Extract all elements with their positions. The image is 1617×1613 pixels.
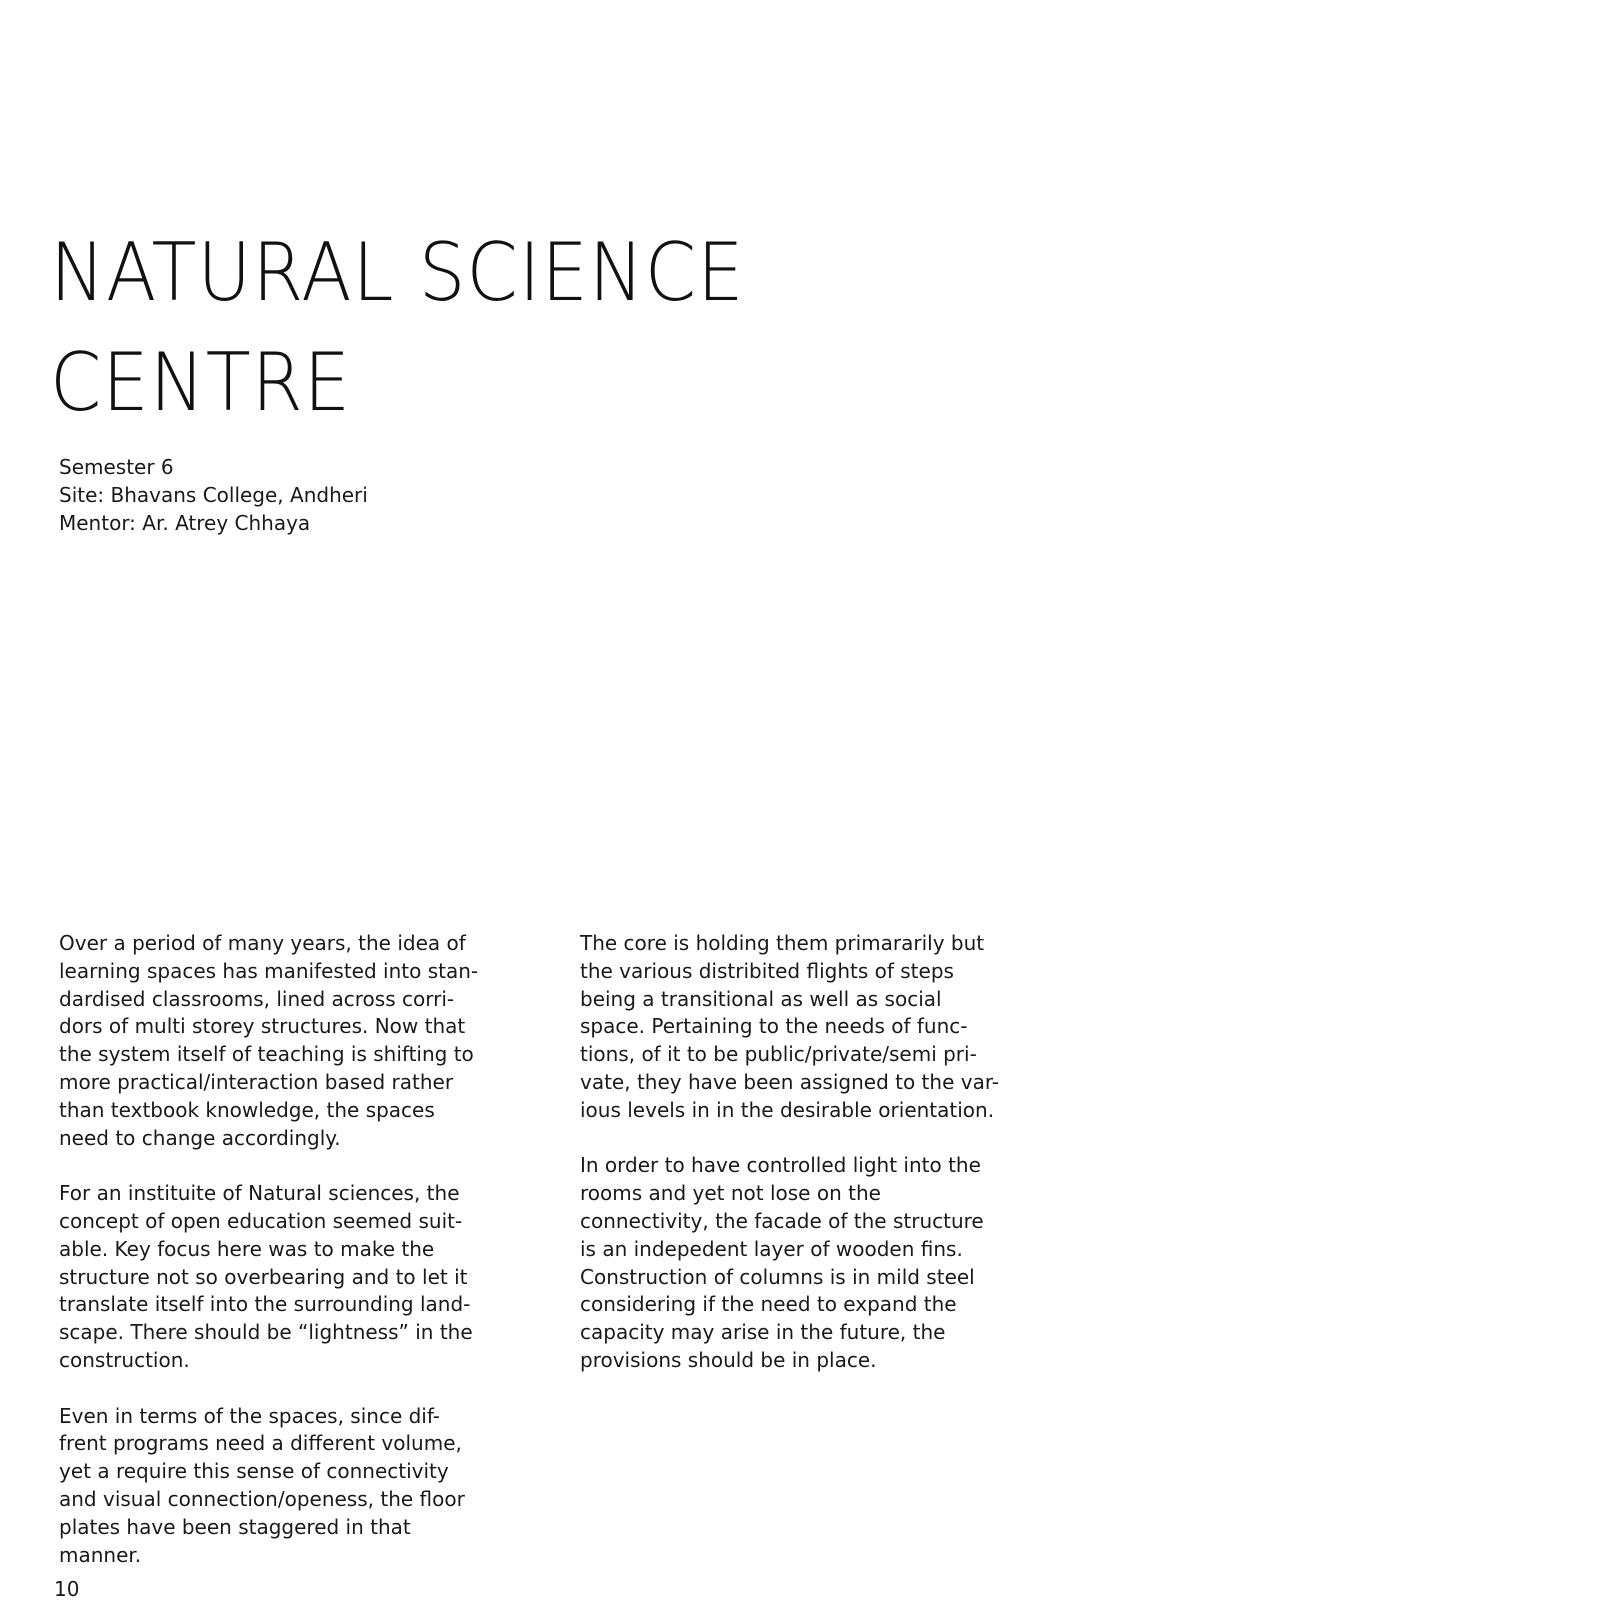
paragraph-line: yet a require this sense of connectivity bbox=[59, 1459, 449, 1484]
paragraph-line: considering if the need to expand the bbox=[580, 1292, 957, 1317]
paragraph-line: Over a period of many years, the idea of bbox=[59, 931, 466, 955]
right-text-column bbox=[580, 930, 1020, 1403]
paragraph-line: being a transitional as well as social bbox=[580, 986, 942, 1011]
body-paragraph bbox=[580, 1152, 1020, 1374]
paragraph-line: For an instituite of Natural sciences, the bbox=[59, 1181, 460, 1206]
paragraph-line: capacity may arise in the future, the bbox=[580, 1320, 946, 1345]
paragraph-line: is an indepedent layer of wooden fins. bbox=[580, 1236, 963, 1261]
left-text-column bbox=[59, 930, 499, 1597]
paragraph-line: Construction of columns is in mild steel bbox=[580, 1264, 975, 1289]
paragraph-line: dors of multi storey structures. Now that bbox=[59, 1014, 466, 1039]
paragraph-line: concept of open education seemed suit- bbox=[59, 1208, 463, 1233]
paragraph-line: dardised classrooms, lined across corri- bbox=[59, 986, 455, 1011]
paragraph-line: manner. bbox=[59, 1542, 142, 1567]
title-line-2: CENTRE bbox=[50, 336, 352, 429]
paragraph-line: plates have been staggered in that bbox=[59, 1514, 411, 1539]
paragraph-line: In order to have controlled light into the bbox=[580, 1153, 981, 1178]
paragraph-line: vate, they have been assigned to the var- bbox=[580, 1069, 999, 1094]
paragraph-line: construction. bbox=[59, 1347, 190, 1372]
paragraph-line: frent programs need a different volume, bbox=[59, 1431, 462, 1456]
body-paragraph bbox=[59, 1180, 499, 1375]
paragraph-line: translate itself into the surrounding land- bbox=[59, 1292, 471, 1317]
paragraph-line: the system itself of teaching is shifting to bbox=[59, 1042, 474, 1067]
paragraph-line: rooms and yet not lose on the bbox=[580, 1181, 881, 1206]
page-number: 10 bbox=[54, 1577, 80, 1601]
title-line-1: NATURAL SCIENCE bbox=[50, 226, 745, 319]
body-paragraph bbox=[59, 930, 499, 1152]
body-paragraph bbox=[580, 930, 1020, 1125]
paragraph-line: than textbook knowledge, the spaces bbox=[59, 1097, 435, 1122]
semester-text: Semester 6 bbox=[59, 455, 174, 479]
paragraph-line: space. Pertaining to the needs of func- bbox=[580, 1014, 968, 1039]
paragraph-line: learning spaces has manifested into stan- bbox=[59, 958, 479, 983]
paragraph-line: Even in terms of the spaces, since dif- bbox=[59, 1403, 441, 1428]
paragraph-line: provisions should be in place. bbox=[580, 1347, 877, 1372]
page-title bbox=[50, 218, 744, 438]
paragraph-line: ious levels in in the desirable orientation. bbox=[580, 1097, 995, 1122]
site-text: Site: Bhavans College, Andheri bbox=[59, 483, 368, 507]
paragraph-line: tions, of it to be public/private/semi pri- bbox=[580, 1042, 977, 1067]
paragraph-line: able. Key focus here was to make the bbox=[59, 1236, 435, 1261]
paragraph-line: and visual connection/openess, the floor bbox=[59, 1486, 465, 1511]
paragraph-line: the various distribited flights of steps bbox=[580, 958, 954, 983]
body-paragraph bbox=[59, 1403, 499, 1570]
paragraph-line: connectivity, the facade of the structure bbox=[580, 1208, 984, 1233]
paragraph-line: scape. There should be “lightness” in the bbox=[59, 1320, 473, 1345]
paragraph-line: structure not so overbearing and to let it bbox=[59, 1264, 468, 1289]
paragraph-line: more practical/interaction based rather bbox=[59, 1069, 454, 1094]
mentor-text: Mentor: Ar. Atrey Chhaya bbox=[59, 511, 311, 535]
paragraph-line: need to change accordingly. bbox=[59, 1125, 341, 1150]
project-meta bbox=[59, 453, 368, 537]
paragraph-line: The core is holding them primararily but bbox=[580, 931, 985, 955]
